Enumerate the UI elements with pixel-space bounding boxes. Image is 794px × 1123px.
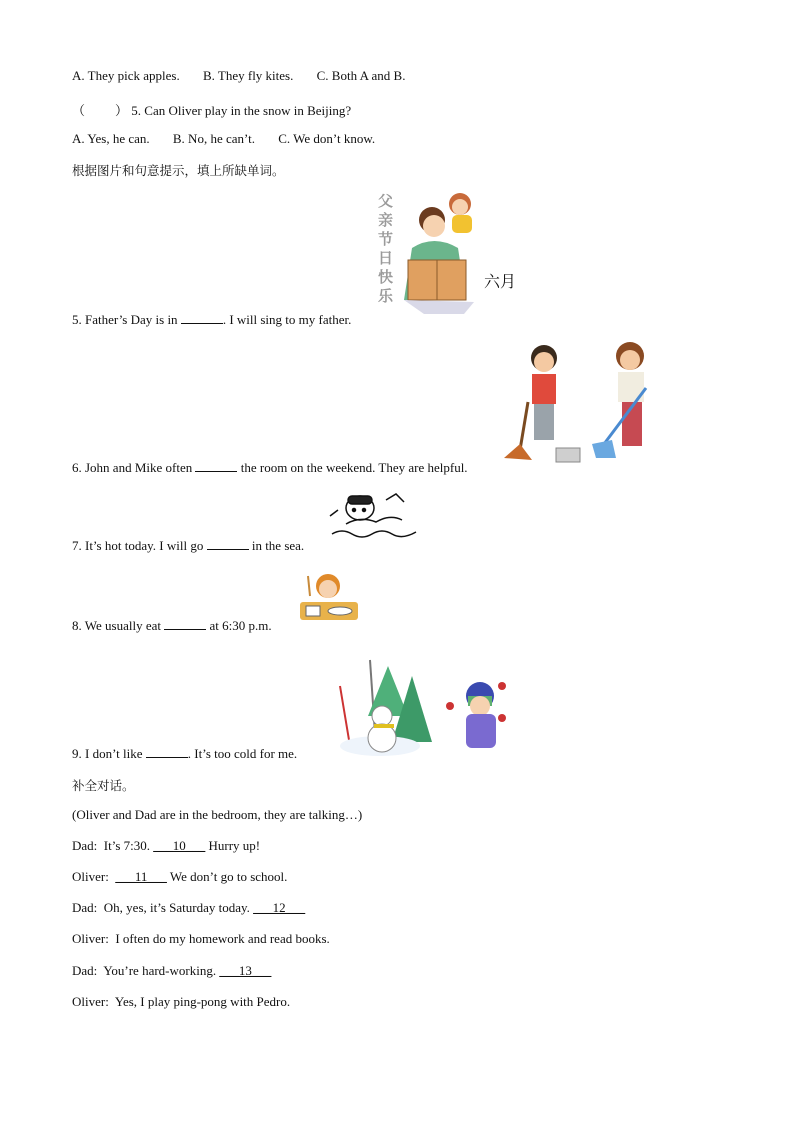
answer-blank-10[interactable]: ___10___	[153, 838, 206, 853]
sweeping-image	[500, 340, 672, 470]
speaker: Oliver:	[72, 994, 109, 1009]
dialog-text: Oh, yes, it’s Saturday today.	[103, 900, 254, 915]
answer-blank[interactable]	[195, 460, 237, 472]
question-text: . I will sing to my father.	[222, 312, 352, 327]
answer-blank-13[interactable]: ___13___	[219, 963, 272, 978]
question-text: 6. John and Mike often	[72, 460, 196, 475]
answer-blank[interactable]	[181, 312, 223, 324]
dialog-text: I often do my homework and read books.	[115, 931, 330, 946]
fill-question-7	[72, 538, 304, 554]
dialog-text: Hurry up!	[205, 838, 261, 853]
question-text: in the sea.	[248, 538, 305, 553]
speaker: Dad:	[72, 838, 98, 853]
month-label: 六月	[484, 272, 517, 291]
dialog-line	[72, 838, 260, 854]
option-a: A. Yes, he can.	[72, 131, 150, 146]
section-title-fill: 根据图片和句意提示，填上所缺单词。	[72, 163, 285, 178]
swimming-image	[326, 486, 422, 548]
vertical-char: 节	[378, 230, 394, 248]
answer-blank[interactable]	[146, 746, 188, 758]
winter-image	[320, 656, 510, 760]
vertical-char: 快	[378, 268, 394, 286]
question-5	[72, 100, 351, 119]
dialog-text: It’s 7:30.	[103, 838, 154, 853]
speaker: Dad:	[72, 900, 98, 915]
answer-blank[interactable]	[164, 618, 206, 630]
question-text: 5. Can Oliver play in the snow in Beijing?	[131, 103, 352, 118]
vertical-char: 父	[378, 192, 394, 210]
question-text: at 6:30 p.m.	[206, 618, 272, 633]
dialog-text: You’re hard-working.	[103, 963, 220, 978]
option-b: B. No, he can’t.	[172, 131, 255, 146]
dialog-line	[72, 900, 305, 916]
q4-options	[72, 68, 405, 84]
vertical-char: 亲	[378, 211, 394, 229]
dialog-text: We don’t go to school.	[166, 869, 288, 884]
fill-question-9	[72, 746, 297, 762]
question-text: 8. We usually eat	[72, 618, 165, 633]
answer-paren-open: （	[72, 103, 86, 118]
dialog-line	[72, 994, 290, 1010]
answer-blank-11[interactable]: ___11___	[115, 869, 167, 884]
question-text: the room on the weekend. They are helpful.	[237, 460, 468, 475]
fill-question-5	[72, 312, 351, 328]
option-a: A. They pick apples.	[72, 68, 180, 83]
answer-blank-12[interactable]: ___12___	[253, 900, 306, 915]
option-c: C. Both A and B.	[316, 68, 406, 83]
vertical-char: 乐	[378, 287, 394, 305]
dialog-text: Yes, I play ping-pong with Pedro.	[114, 994, 291, 1009]
fill-question-8	[72, 618, 272, 634]
q5-options	[72, 131, 375, 147]
option-c: C. We don’t know.	[278, 131, 376, 146]
speaker: Oliver:	[72, 869, 109, 884]
vertical-char: 日	[378, 249, 394, 267]
question-text: 7. It’s hot today. I will go	[72, 538, 207, 553]
answer-blank[interactable]	[207, 538, 249, 550]
fill-question-6	[72, 460, 468, 476]
speaker: Dad:	[72, 963, 98, 978]
dialog-intro: (Oliver and Dad are in the bedroom, they are talking…)	[72, 807, 363, 822]
fathers-day-image	[374, 190, 524, 322]
question-text: 5. Father’s Day is in	[72, 312, 181, 327]
option-b: B. They fly kites.	[202, 68, 294, 83]
dialog-line	[72, 931, 330, 947]
speaker: Oliver:	[72, 931, 109, 946]
dialog-line	[72, 869, 287, 885]
section-title-dialog: 补全对话。	[72, 778, 135, 793]
dinner-image	[296, 568, 362, 628]
dialog-line	[72, 963, 271, 979]
question-text: . It’s too cold for me.	[187, 746, 298, 761]
question-text: 9. I don’t like	[72, 746, 146, 761]
answer-paren-close: ）	[115, 103, 129, 118]
